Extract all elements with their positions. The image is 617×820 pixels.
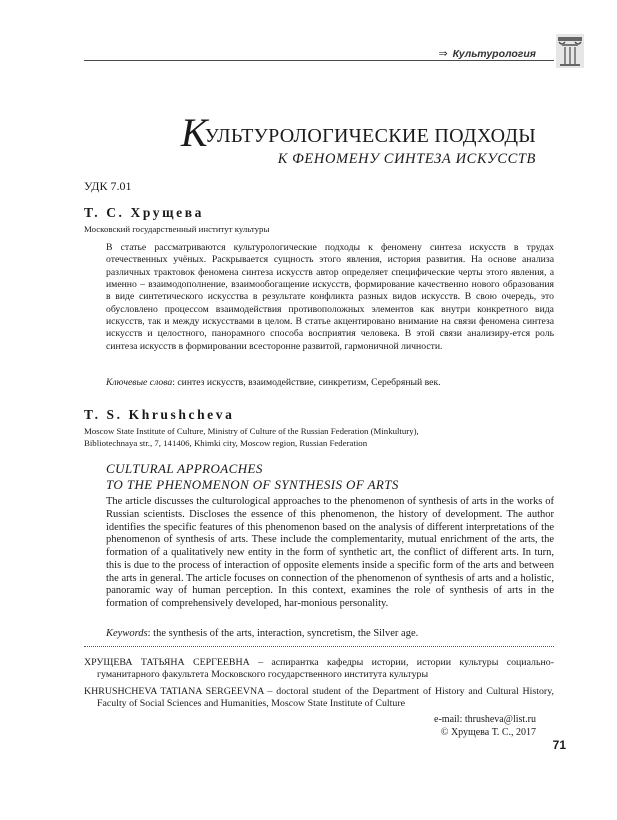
abstract-ru xyxy=(106,242,554,353)
keywords-ru-text: : синтез искусств, взаимодействие, синкретизм, Серебряный век. xyxy=(172,377,441,388)
keywords-ru xyxy=(106,377,554,389)
section-name: Культурология xyxy=(452,48,536,60)
article-title xyxy=(180,110,536,169)
author-bio-en: KHRUSHCHEVA TATIANA SERGEEVNA – doctoral student of the Department of History and Cultural History, Faculty of Social Sciences and Humanities, Moscow State Institute of Culture xyxy=(84,686,554,710)
keywords-en xyxy=(106,628,554,640)
english-title xyxy=(106,461,399,493)
affiliation-en-line2: Bibliotechnaya str., 7, 141406, Khimki city, Moscow region, Russian Federation xyxy=(84,437,368,448)
author-en: T. S. Khrushcheva xyxy=(84,407,235,422)
abstract-ru-text: В статье рассматриваются культурологические подходы к феномену синтеза искусств в трудах отечественных учёных. Раскрывается сущность этого явления, история развития. На основе анализа различных трактовок феномена синтеза искусств автор определяет специфические черты этого явления, а именно – взаимодополнение, взаимообогащение искусств, формирование качественно нового образования в виде синтетического искусства в результате конфликта разных видов искусств. В свою очередь, это обусловлено процессом взаимодействия противоположных элементов как внутри конкретного вида искусств, так и между искусствами в целом. В статье акцентировано внимание на связи феномена синтеза искусств и целостного, панорамного способа восприятия человека. В этой связи анализиру-ется роль синтеза искусств в формировании всесторонне развитой, гармоничной личности. xyxy=(106,242,554,352)
header-rule xyxy=(84,60,554,61)
udk-code: УДК 7.01 xyxy=(84,179,132,193)
author-ru: Т. С. Хрущева xyxy=(84,205,204,220)
copyright: © Хрущева Т. С., 2017 xyxy=(440,727,536,738)
keywords-ru-label: Ключевые слова xyxy=(106,377,173,388)
author-email: e-mail: thrusheva@list.ru xyxy=(434,714,536,725)
keywords-en-text: : the synthesis of the arts, interaction, syncretism, the Silver age. xyxy=(147,628,419,639)
running-header xyxy=(438,47,536,60)
abstract-en-text: The article discusses the culturological approaches to the phenomenon of synthesis of arts in the works of Russian scientists. Discloses the essence of this phenomenon, the history of development. The author identifies the specific features of this phenomenon based on the analysis of different interpretations of the phenomenon of synthesis of arts. These include the complementarity, mutual enrichment of the arts, the formation of a qualitatively new entity in the form of synthetic art, the conflict of different arts. In turn, this is due to the process of interaction of opposite elements inside a specific form of the arts and between the arts in general. The article focuses on connection of the phenomenon of synthesis of arts and a holistic, panoramic way of human perception. In this context, examines the role of synthesis of arts in the formation of comprehensively developed, har-monious personality. xyxy=(106,496,554,609)
affiliation-en xyxy=(84,426,554,449)
page-number: 71 xyxy=(552,738,566,752)
english-title-line1: CULTURAL APPROACHES xyxy=(106,461,263,476)
title-line2: К ФЕНОМЕНУ СИНТЕЗА ИСКУССТВ xyxy=(277,151,536,167)
affiliation-ru: Московский государственный институт культуры xyxy=(84,224,270,234)
abstract-en xyxy=(106,496,554,611)
column-capital-icon xyxy=(556,34,584,68)
title-line1: УЛЬТУРОЛОГИЧЕСКИЕ ПОДХОДЫ xyxy=(204,125,536,147)
english-title-line2: TO THE PHENOMENON OF SYNTHESIS OF ARTS xyxy=(106,477,399,492)
title-initial: К xyxy=(180,110,208,155)
keywords-en-label: Keywords xyxy=(106,628,148,639)
arrow-right-icon: ⇒ xyxy=(438,48,448,60)
author-bio-ru: ХРУЩЕВА ТАТЬЯНА СЕРГЕЕВНА – аспирантка кафедры истории, истории культуры социально-гуманитарного факультета Московского государственного института культуры xyxy=(84,657,554,681)
dotted-divider xyxy=(84,646,554,647)
affiliation-en-line1: Moscow State Institute of Culture, Ministry of Culture of the Russian Federation (Minkultury), xyxy=(84,426,419,436)
